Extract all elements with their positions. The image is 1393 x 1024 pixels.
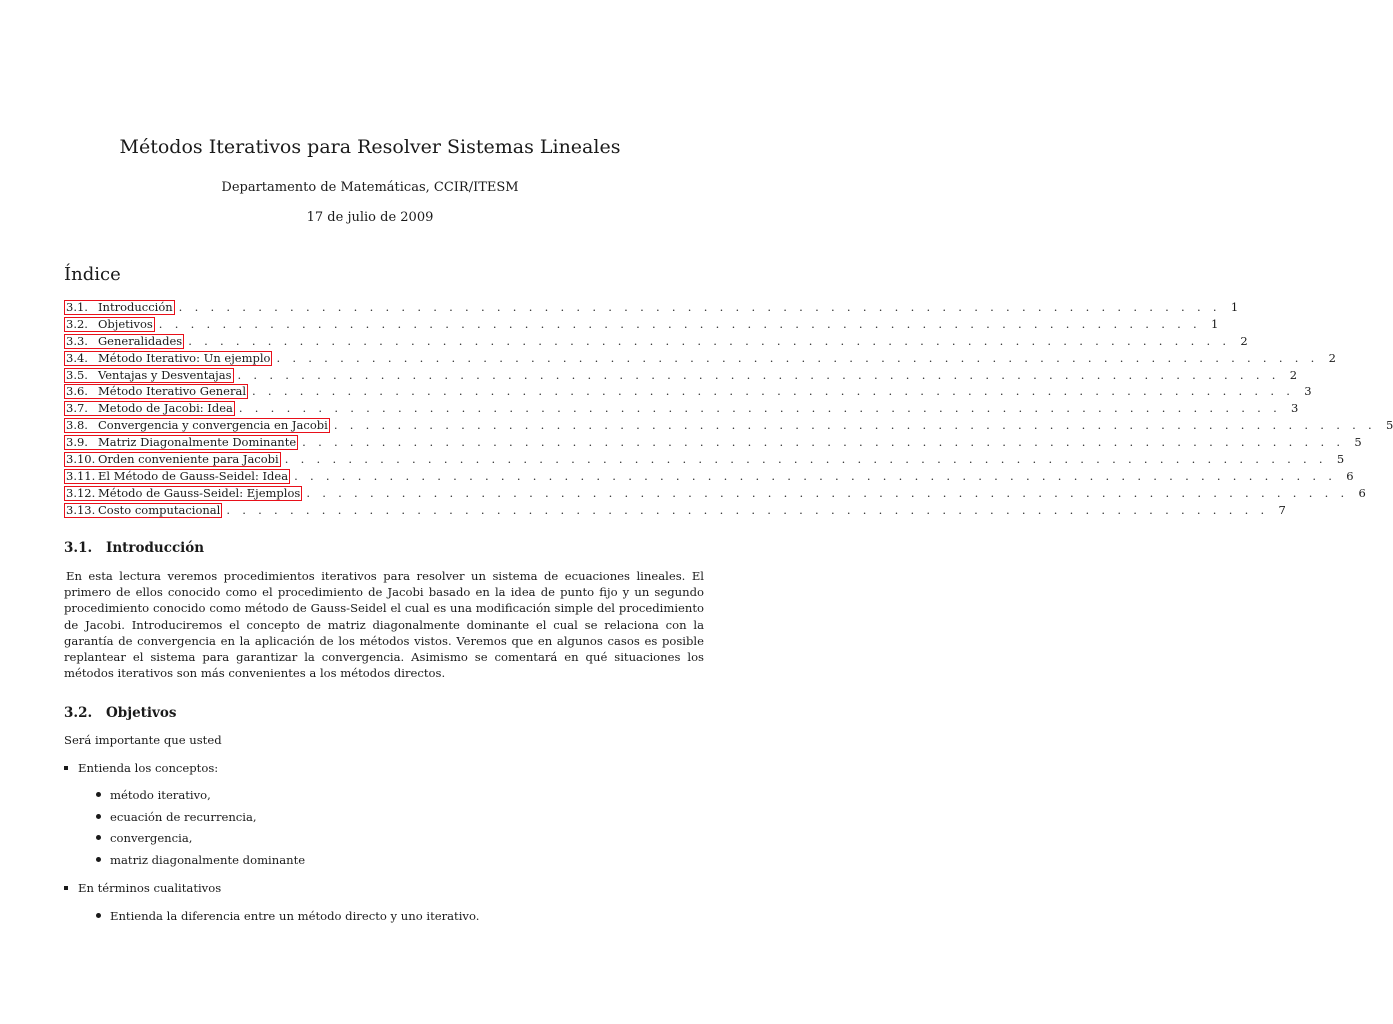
bullet-text: matriz diagonalmente dominante [110, 853, 306, 867]
toc-label: Matriz Diagonalmente Dominante [98, 435, 297, 450]
toc-leader: . . . . . . . . . . . . . . . . . . . . . . . . . . . . . . . . . . . . . . . . . . . . . . . . . . . . . . . . . . . . . . . . . . [302, 435, 1345, 450]
toc-number: 3.5. [66, 367, 88, 382]
toc-label: Método Iterativo General [98, 384, 247, 399]
section-heading-objetivos [64, 705, 177, 721]
toc-number: 3.4. [66, 350, 88, 365]
toc-leader: . . . . . . . . . . . . . . . . . . . . . . . . . . . . . . . . . . . . . . . . . . . . . . . . . . . . . . . . . . . . . . . . . . [158, 316, 1201, 331]
list-item [96, 831, 192, 845]
toc-link-orden-jacobi[interactable] [64, 452, 281, 467]
toc-leader: . . . . . . . . . . . . . . . . . . . . . . . . . . . . . . . . . . . . . . . . . . . . . . . . . . . . . . . . . . . . . . . . . . [252, 384, 1295, 399]
toc-label: Orden conveniente para Jacobi [98, 452, 279, 467]
square-bullet-icon [64, 886, 68, 890]
toc-link-introduccion[interactable] [64, 300, 175, 315]
toc-row [64, 468, 1354, 485]
list-item [64, 881, 221, 895]
toc-label: Costo computacional [98, 502, 221, 517]
toc-label: Método Iterativo: Un ejemplo [98, 350, 271, 365]
toc-number: 3.3. [66, 333, 88, 348]
toc-link-jacobi-idea[interactable] [64, 401, 235, 416]
toc-row [64, 502, 1286, 519]
toc-page-number: 7 [1278, 502, 1286, 517]
toc-label: Método de Gauss-Seidel: Ejemplos [98, 485, 301, 500]
toc-row [64, 434, 1362, 451]
section-heading-introduccion [64, 540, 204, 556]
toc-link-gauss-seidel-idea[interactable] [64, 469, 290, 484]
toc-page-number: 2 [1328, 350, 1336, 365]
toc-row [64, 367, 1298, 384]
toc-row [64, 451, 1345, 468]
dot-bullet-icon [96, 792, 101, 797]
objetivos-lead: Será importante que usted [64, 733, 222, 747]
toc-heading: Índice [64, 264, 121, 285]
list-item [96, 909, 479, 923]
toc-link-matriz-diagonal[interactable] [64, 435, 298, 450]
bullet-text: Entienda los conceptos: [78, 761, 219, 775]
toc-label: Generalidades [98, 333, 183, 348]
toc-link-metodo-iterativo-ejemplo[interactable] [64, 351, 272, 366]
toc-leader: . . . . . . . . . . . . . . . . . . . . . . . . . . . . . . . . . . . . . . . . . . . . . . . . . . . . . . . . . . . . . . . . . . [276, 350, 1319, 365]
list-item [96, 853, 305, 867]
toc-page-number: 5 [1354, 435, 1362, 450]
toc-page-number: 5 [1385, 418, 1393, 433]
bullet-text: En términos cualitativos [78, 881, 222, 895]
toc-number: 3.9. [66, 435, 88, 450]
section-number: 3.2. [64, 705, 93, 721]
toc-leader: . . . . . . . . . . . . . . . . . . . . . . . . . . . . . . . . . . . . . . . . . . . . . . . . . . . . . . . . . . . . . . . . . . [294, 468, 1337, 483]
list-item [96, 810, 257, 824]
toc-label: Ventajas y Desventajas [98, 367, 232, 382]
dot-bullet-icon [96, 814, 101, 819]
toc-page-number: 2 [1289, 367, 1298, 382]
toc-page-number: 6 [1346, 468, 1354, 483]
toc-number: 3.10. [66, 452, 96, 467]
document-title: Métodos Iterativos para Resolver Sistemas Lineales [119, 136, 621, 158]
toc-number: 3.1. [66, 300, 88, 314]
toc-row [64, 333, 1248, 350]
section-number: 3.1. [64, 540, 93, 556]
toc-number: 3.11. [66, 468, 96, 483]
dot-bullet-icon [96, 835, 101, 840]
bullet-text: ecuación de recurrencia, [110, 810, 257, 824]
toc-row [64, 299, 1239, 316]
toc-link-metodo-iterativo-general[interactable] [64, 384, 248, 399]
toc-link-generalidades[interactable] [64, 334, 184, 349]
toc-page-number: 2 [1240, 333, 1248, 348]
square-bullet-icon [64, 766, 68, 770]
toc-row [64, 417, 1393, 434]
list-item [64, 761, 218, 775]
toc-page-number: 6 [1358, 485, 1366, 500]
toc-leader: . . . . . . . . . . . . . . . . . . . . . . . . . . . . . . . . . . . . . . . . . . . . . . . . . . . . . . . . . . . . . . . . . . [284, 452, 1327, 467]
table-of-contents [64, 299, 1393, 519]
toc-page-number: 3 [1304, 384, 1312, 399]
toc-leader: . . . . . . . . . . . . . . . . . . . . . . . . . . . . . . . . . . . . . . . . . . . . . . . . . . . . . . . . . . . . . . . . . . [238, 401, 1282, 416]
toc-number: 3.8. [66, 418, 88, 433]
toc-number: 3.13. [66, 502, 96, 517]
dot-bullet-icon [96, 913, 101, 918]
toc-number: 3.7. [66, 401, 88, 416]
bullet-text: convergencia, [110, 831, 193, 845]
toc-link-costo[interactable] [64, 503, 222, 518]
toc-link-convergencia[interactable] [64, 418, 330, 433]
list-item [96, 788, 211, 802]
toc-row [64, 316, 1219, 333]
bullet-text: método iterativo, [110, 788, 211, 802]
document-date: 17 de julio de 2009 [306, 210, 434, 225]
toc-page-number: 1 [1230, 300, 1239, 314]
introduccion-paragraph: En esta lectura veremos procedimientos iterativos para resolver un sistema de ecuaciones lineales. El primero de ellos conocido como el procedimiento de Jacobi basado en la idea de punto fijo y un segundo procedimiento conocido como método de Gauss-Seidel el cual es una modificación simple del procedimiento de Jacobi. Introduciremos el concepto de matriz diagonalmente dominante el cual se relaciona con la garantía de convergencia en la aplicación de los métodos vistos. Veremos que en algunos casos es posible replantear el sistema para garantizar la convergencia. Asimismo se comentará en qué situaciones los métodos iterativos son más convenientes a los métodos directos. [64, 569, 704, 681]
toc-page-number: 1 [1210, 316, 1219, 331]
toc-row [64, 350, 1336, 367]
toc-label: El Método de Gauss-Seidel: Idea [98, 468, 289, 483]
toc-number: 3.2. [66, 316, 88, 331]
toc-row [64, 400, 1299, 417]
toc-leader: . . . . . . . . . . . . . . . . . . . . . . . . . . . . . . . . . . . . . . . . . . . . . . . . . . . . . . . . . . . . . . . . . . [226, 502, 1269, 517]
toc-row [64, 383, 1312, 400]
document-author: Departamento de Matemáticas, CCIR/ITESM [221, 180, 519, 195]
toc-page-number: 3 [1291, 401, 1299, 416]
toc-page-number: 5 [1336, 452, 1345, 467]
toc-leader: . . . . . . . . . . . . . . . . . . . . . . . . . . . . . . . . . . . . . . . . . . . . . . . . . . . . . . . . . . . . . . . . . . [188, 333, 1231, 348]
section-title: Objetivos [106, 705, 177, 721]
toc-label: Introducción [98, 300, 173, 314]
toc-leader: . . . . . . . . . . . . . . . . . . . . . . . . . . . . . . . . . . . . . . . . . . . . . . . . . . . . . . . . . . . . . . . . . . [237, 367, 1280, 382]
toc-link-objetivos[interactable] [64, 317, 155, 332]
toc-number: 3.12. [66, 485, 96, 500]
toc-link-ventajas[interactable] [64, 368, 234, 383]
toc-leader: . . . . . . . . . . . . . . . . . . . . . . . . . . . . . . . . . . . . . . . . . . . . . . . . . . . . . . . . . . . . . . . . . . [333, 418, 1376, 433]
bullet-text: Entienda la diferencia entre un método directo y uno iterativo. [110, 909, 480, 923]
toc-link-gauss-seidel-ejemplos[interactable] [64, 486, 302, 501]
section-title: Introducción [106, 540, 205, 556]
toc-leader: . . . . . . . . . . . . . . . . . . . . . . . . . . . . . . . . . . . . . . . . . . . . . . . . . . . . . . . . . . . . . . . . . . [178, 300, 1221, 314]
toc-label: Objetivos [98, 316, 153, 331]
dot-bullet-icon [96, 857, 101, 862]
toc-label: Metodo de Jacobi: Idea [98, 401, 233, 416]
toc-label: Convergencia y convergencia en Jacobi [98, 418, 328, 433]
toc-row [64, 485, 1366, 502]
toc-leader: . . . . . . . . . . . . . . . . . . . . . . . . . . . . . . . . . . . . . . . . . . . . . . . . . . . . . . . . . . . . . . . . . . [306, 485, 1349, 500]
toc-number: 3.6. [66, 384, 88, 399]
